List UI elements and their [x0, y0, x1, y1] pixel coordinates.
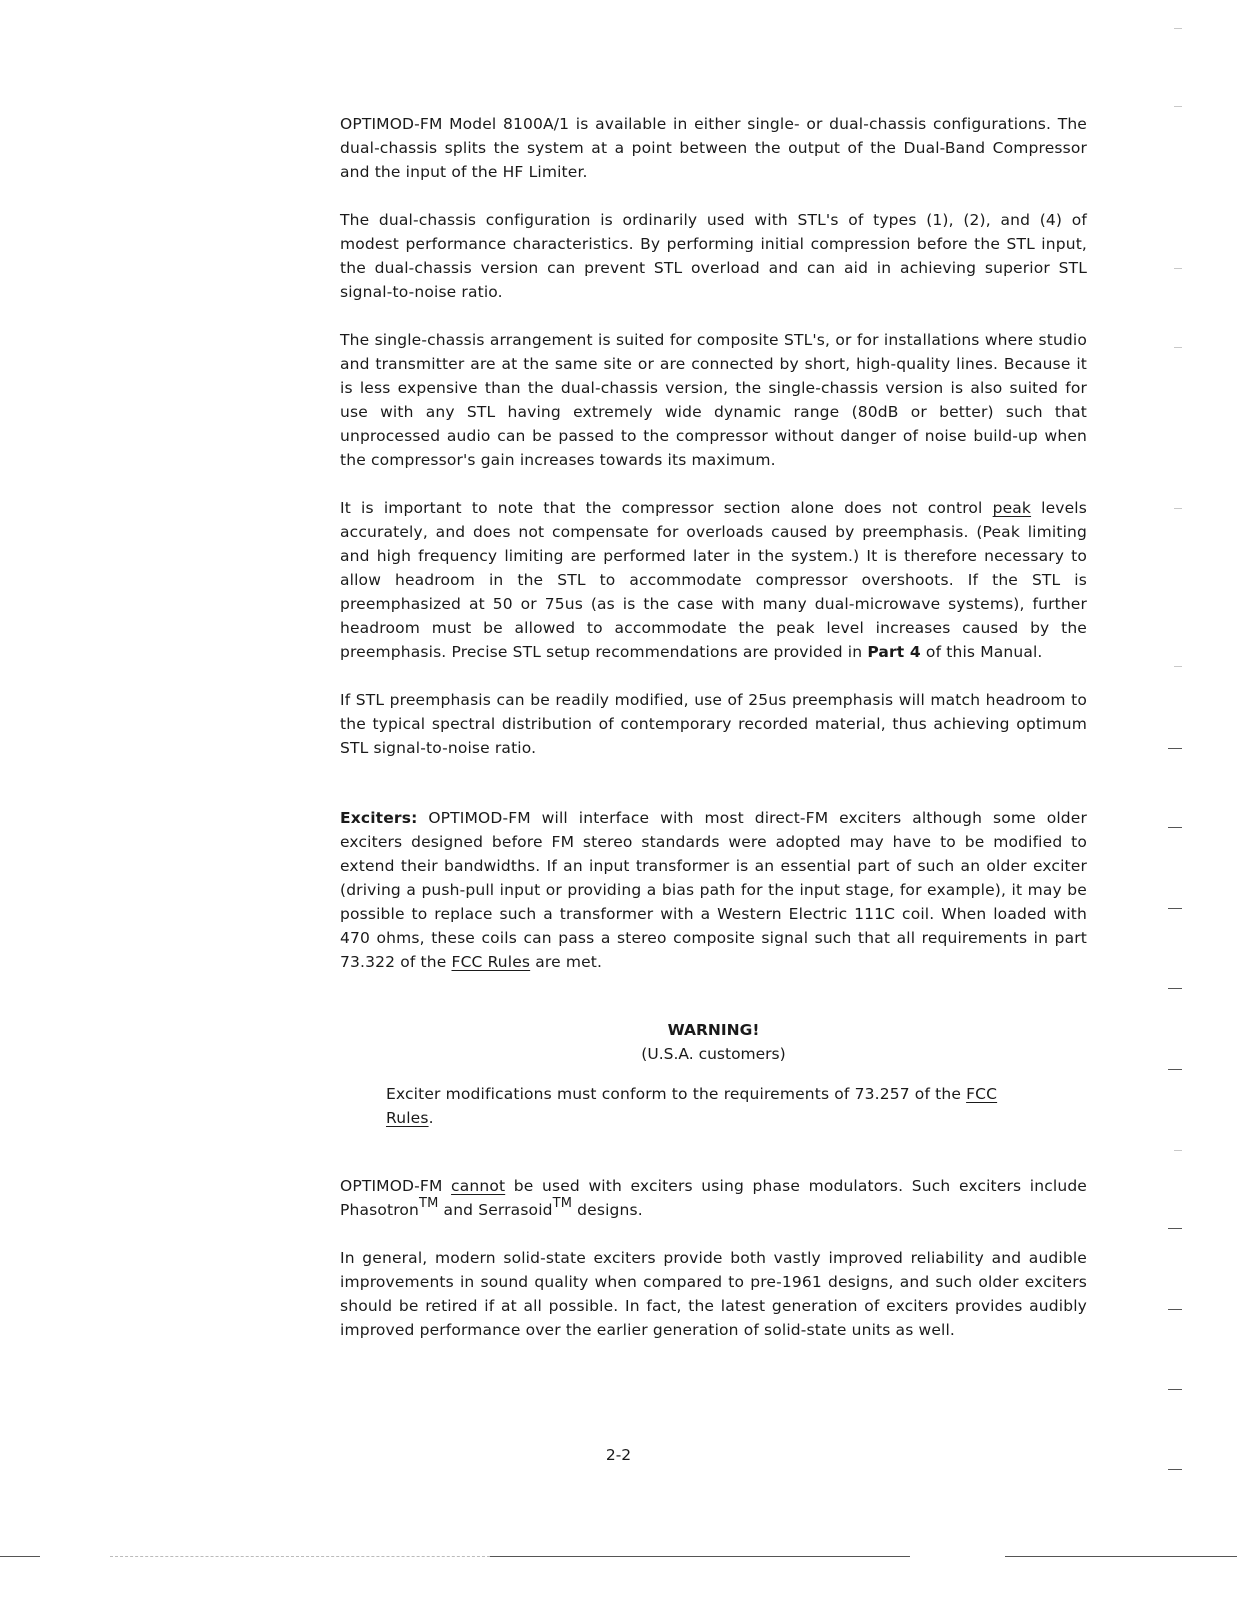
scan-mark — [1174, 508, 1182, 509]
scan-mark — [1174, 666, 1182, 667]
fcc-rules-reference: FCC Rules — [451, 953, 531, 971]
warning-block — [340, 1018, 1087, 1130]
document-page — [340, 112, 1087, 1366]
exciters-heading: Exciters: — [340, 809, 418, 827]
scan-mark — [1168, 1069, 1182, 1070]
emphasis-cannot: cannot — [451, 1177, 506, 1195]
warning-title: WARNING! — [667, 1021, 760, 1039]
trademark-serrasoid: TM — [552, 1196, 573, 1211]
scan-mark — [1168, 988, 1182, 989]
part-4-reference: Part 4 — [867, 643, 921, 661]
paragraph-dual-chassis: The dual-chassis configuration is ordinarily used with STL's of types (1), (2), and (4) of modest performance characteristics. By performing initial compression before the STL input, the dual-chassis version can prevent STL overload and can aid in achieving superior STL signal-to-noise ratio. — [340, 211, 1087, 301]
scan-mark — [1005, 1556, 1237, 1557]
scan-mark — [1168, 827, 1182, 828]
warning-subtitle: (U.S.A. customers) — [641, 1045, 786, 1063]
scan-mark — [1168, 1228, 1182, 1229]
emphasis-peak: peak — [992, 499, 1032, 517]
paragraph-compressor-headroom: It is important to note that the compressor section alone does not control peak levels accurately, and does not compensate for overloads caused by preemphasis. (Peak limiting and high frequency limiting are performed later in the system.) It is therefore necessary to allow headroom in the STL to accommodate compressor overshoots. If the STL is preemphasized at 50 or 75us (as is the case with many dual-microwave systems), further headroom must be allowed to accommodate the peak level increases caused by the preemphasis. Precise STL setup recommendations are provided in Part 4 of this Manual. — [340, 499, 1087, 661]
warning-body: Exciter modifications must conform to the requirements of 73.257 of the FCC Rules. — [386, 1085, 998, 1127]
scan-mark — [1174, 28, 1182, 29]
paragraph-phase-modulators: OPTIMOD-FM cannot be used with exciters using phase modulators. Such exciters include Phasotron™ and Serrasoid™ designs. — [340, 1177, 1087, 1219]
scan-mark — [1168, 908, 1182, 909]
scan-mark — [490, 1556, 910, 1557]
scan-mark — [1168, 1389, 1182, 1390]
paragraph-chassis-configurations: OPTIMOD-FM Model 8100A/1 is available in either single- or dual-chassis configurations. The dual-chassis splits the system at a point between the output of the Dual-Band Compressor and the input of the HF Limiter. — [340, 115, 1087, 181]
scan-mark — [1174, 1150, 1182, 1151]
paragraph-stl-preemphasis: If STL preemphasis can be readily modified, use of 25us preemphasis will match headroom to the typical spectral distribution of contemporary recorded material, thus achieving optimum STL signal-to-noise ratio. — [340, 691, 1087, 757]
trademark-phasotron: TM — [419, 1196, 439, 1211]
warning-fcc-rules: FCC Rules — [386, 1085, 998, 1127]
scan-mark — [1168, 1469, 1182, 1470]
paragraph-single-chassis: The single-chassis arrangement is suited for composite STL's, or for installations where studio and transmitter are at the same site or are connected by short, high-quality lines. Because it is less expensive than the dual-chassis version, the single-chassis version is also suited for use with any STL having extremely wide dynamic range (80dB or better) such that unprocessed audio can be passed to the compressor without danger of noise build-up when the compressor's gain increases towards its maximum. — [340, 331, 1087, 469]
paragraph-exciters: Exciters: OPTIMOD-FM will interface with most direct-FM exciters although some older exciters designed before FM stereo standards were adopted may have to be modified to extend their bandwidths. If an input transformer is an essential part of such an older exciter (driving a push-pull input or providing a bias path for the input stage, for example), it may be possible to replace such a transformer with a Western Electric 111C coil. When loaded with 470 ohms, these coils can pass a stereo composite signal such that all requirements in part 73.322 of the FCC Rules are met. — [340, 809, 1087, 971]
paragraph-modern-exciters: In general, modern solid-state exciters provide both vastly improved reliability and audible improvements in sound quality when compared to pre-1961 designs, and such older exciters should be retired if at all possible. In fact, the latest generation of exciters provides audibly improved performance over the earlier generation of solid-state units as well. — [340, 1249, 1087, 1339]
scan-mark — [110, 1556, 490, 1558]
scan-mark — [1174, 268, 1182, 269]
scan-mark — [1174, 347, 1182, 348]
scan-mark — [1168, 748, 1182, 749]
scan-mark — [0, 1556, 40, 1557]
scan-mark — [1168, 1309, 1182, 1310]
page-number: 2-2 — [605, 1446, 632, 1464]
scan-mark — [1174, 106, 1182, 107]
